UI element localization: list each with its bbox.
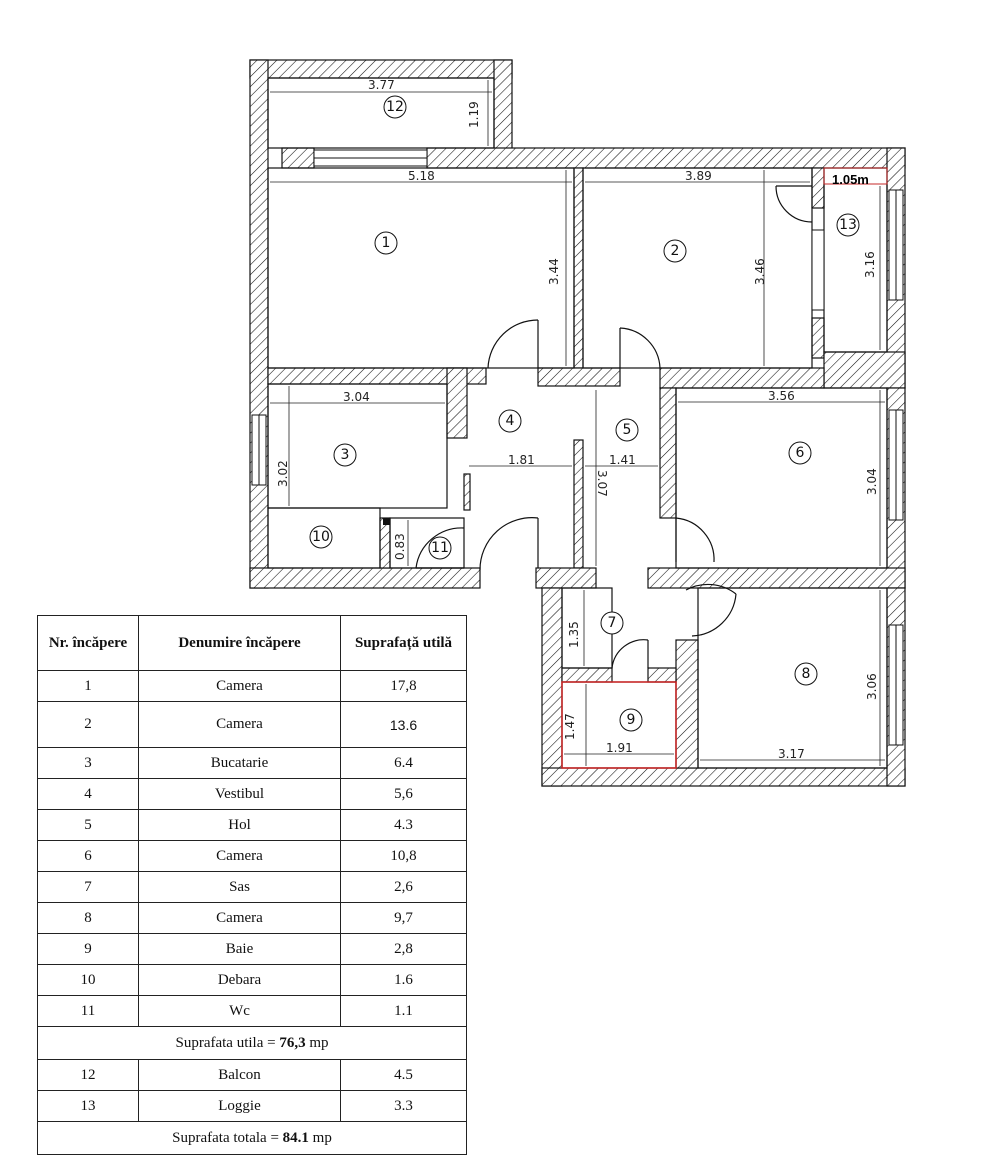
col-header-nr: Nr. încăpere bbox=[38, 616, 139, 671]
table-header bbox=[38, 616, 467, 671]
cell-area: 1.6 bbox=[341, 965, 467, 996]
dim-r2-width: 3.89 bbox=[685, 169, 712, 183]
room-area-table bbox=[37, 615, 467, 1155]
table-row bbox=[38, 934, 467, 965]
dim-r7-height: 1.35 bbox=[567, 621, 581, 648]
column-marker bbox=[383, 518, 390, 525]
room-number: 7 bbox=[607, 615, 617, 631]
col-header-name: Denumire încăpere bbox=[139, 616, 341, 671]
table-row bbox=[38, 841, 467, 872]
table-row bbox=[38, 903, 467, 934]
cell-name: Camera bbox=[139, 903, 341, 934]
room-number: 1 bbox=[381, 235, 391, 251]
room-number: 5 bbox=[622, 422, 632, 438]
cell-nr: 10 bbox=[38, 965, 139, 996]
cell-nr: 11 bbox=[38, 996, 139, 1027]
dim-r5-height: 3.07 bbox=[595, 470, 609, 497]
room-number: 6 bbox=[795, 445, 805, 461]
cell-area: 9,7 bbox=[341, 903, 467, 934]
dim-r3-height: 3.02 bbox=[276, 460, 290, 487]
room-number: 3 bbox=[340, 447, 350, 463]
dim-r11-height: 0.83 bbox=[393, 533, 407, 560]
dim-r9-height: 1.47 bbox=[563, 713, 577, 740]
room-number: 10 bbox=[312, 529, 330, 545]
cell-area: 13.6 bbox=[341, 702, 467, 748]
cell-nr: 2 bbox=[38, 702, 139, 748]
util-total-unit: mp bbox=[305, 1034, 329, 1051]
cell-nr: 5 bbox=[38, 810, 139, 841]
dim-r3-width: 3.04 bbox=[343, 390, 370, 404]
cell-name: Balcon bbox=[139, 1060, 341, 1091]
table-row bbox=[38, 996, 467, 1027]
cell-area: 2,8 bbox=[341, 934, 467, 965]
table-row bbox=[38, 872, 467, 903]
dim-r6-width: 3.56 bbox=[768, 389, 795, 403]
grand-total-unit: mp bbox=[308, 1129, 332, 1146]
util-total-cell bbox=[38, 1027, 467, 1060]
cell-area: 6.4 bbox=[341, 748, 467, 779]
cell-area: 5,6 bbox=[341, 779, 467, 810]
grand-total-row bbox=[38, 1122, 467, 1155]
cell-area: 10,8 bbox=[341, 841, 467, 872]
dim-r13-width: 1.05m bbox=[832, 172, 869, 187]
cell-name: Loggie bbox=[139, 1091, 341, 1122]
cell-area: 2,6 bbox=[341, 872, 467, 903]
cell-name: Camera bbox=[139, 671, 341, 702]
room-number: 4 bbox=[505, 413, 515, 429]
table-row bbox=[38, 1060, 467, 1091]
room-number: 9 bbox=[626, 712, 636, 728]
dim-r8-height: 3.06 bbox=[865, 673, 879, 700]
cell-name: Debara bbox=[139, 965, 341, 996]
dim-r12-width: 3.77 bbox=[368, 78, 395, 92]
cell-name: Vestibul bbox=[139, 779, 341, 810]
dim-r1-width: 5.18 bbox=[408, 169, 435, 183]
room-number: 8 bbox=[801, 666, 811, 682]
cell-nr: 13 bbox=[38, 1091, 139, 1122]
util-total-prefix: Suprafata utila = bbox=[175, 1034, 280, 1051]
dim-r6-height: 3.04 bbox=[865, 468, 879, 495]
dim-r5-width: 1.41 bbox=[609, 453, 636, 467]
cell-nr: 12 bbox=[38, 1060, 139, 1091]
cell-area: 4.5 bbox=[341, 1060, 467, 1091]
cell-nr: 7 bbox=[38, 872, 139, 903]
grand-total-value: 84.1 bbox=[282, 1129, 309, 1146]
cell-nr: 9 bbox=[38, 934, 139, 965]
cell-name: Bucatarie bbox=[139, 748, 341, 779]
room-number: 13 bbox=[839, 217, 857, 233]
cell-name: Wc bbox=[139, 996, 341, 1027]
cell-name: Sas bbox=[139, 872, 341, 903]
table-row bbox=[38, 671, 467, 702]
dim-r13-height: 3.16 bbox=[863, 251, 877, 278]
cell-nr: 6 bbox=[38, 841, 139, 872]
grand-total-prefix: Suprafata totala = bbox=[172, 1129, 283, 1146]
cell-name: Baie bbox=[139, 934, 341, 965]
room-number: 12 bbox=[386, 99, 404, 115]
cell-nr: 4 bbox=[38, 779, 139, 810]
table-row bbox=[38, 965, 467, 996]
table-row bbox=[38, 702, 467, 748]
cell-area: 17,8 bbox=[341, 671, 467, 702]
room-9-outline bbox=[562, 682, 676, 768]
table-row bbox=[38, 1091, 467, 1122]
cell-nr: 3 bbox=[38, 748, 139, 779]
dim-r2-height: 3.46 bbox=[753, 258, 767, 285]
dim-r9-width: 1.91 bbox=[606, 741, 633, 755]
dim-r12-height: 1.19 bbox=[467, 101, 481, 128]
table-row bbox=[38, 810, 467, 841]
room-number: 2 bbox=[670, 243, 680, 259]
cell-name: Camera bbox=[139, 702, 341, 748]
cell-name: Camera bbox=[139, 841, 341, 872]
util-total-value: 76,3 bbox=[279, 1034, 306, 1051]
col-header-area: Suprafață utilă bbox=[341, 616, 467, 671]
cell-name: Hol bbox=[139, 810, 341, 841]
room-number: 11 bbox=[431, 540, 449, 556]
util-total-row bbox=[38, 1027, 467, 1060]
dim-r4-width: 1.81 bbox=[508, 453, 535, 467]
cell-area: 4.3 bbox=[341, 810, 467, 841]
cell-nr: 8 bbox=[38, 903, 139, 934]
dim-r8-width: 3.17 bbox=[778, 747, 805, 761]
dim-r1-height: 3.44 bbox=[547, 258, 561, 285]
cell-nr: 1 bbox=[38, 671, 139, 702]
cell-area: 3.3 bbox=[341, 1091, 467, 1122]
grand-total-cell bbox=[38, 1122, 467, 1155]
table-row bbox=[38, 779, 467, 810]
cell-area: 1.1 bbox=[341, 996, 467, 1027]
table-row bbox=[38, 748, 467, 779]
